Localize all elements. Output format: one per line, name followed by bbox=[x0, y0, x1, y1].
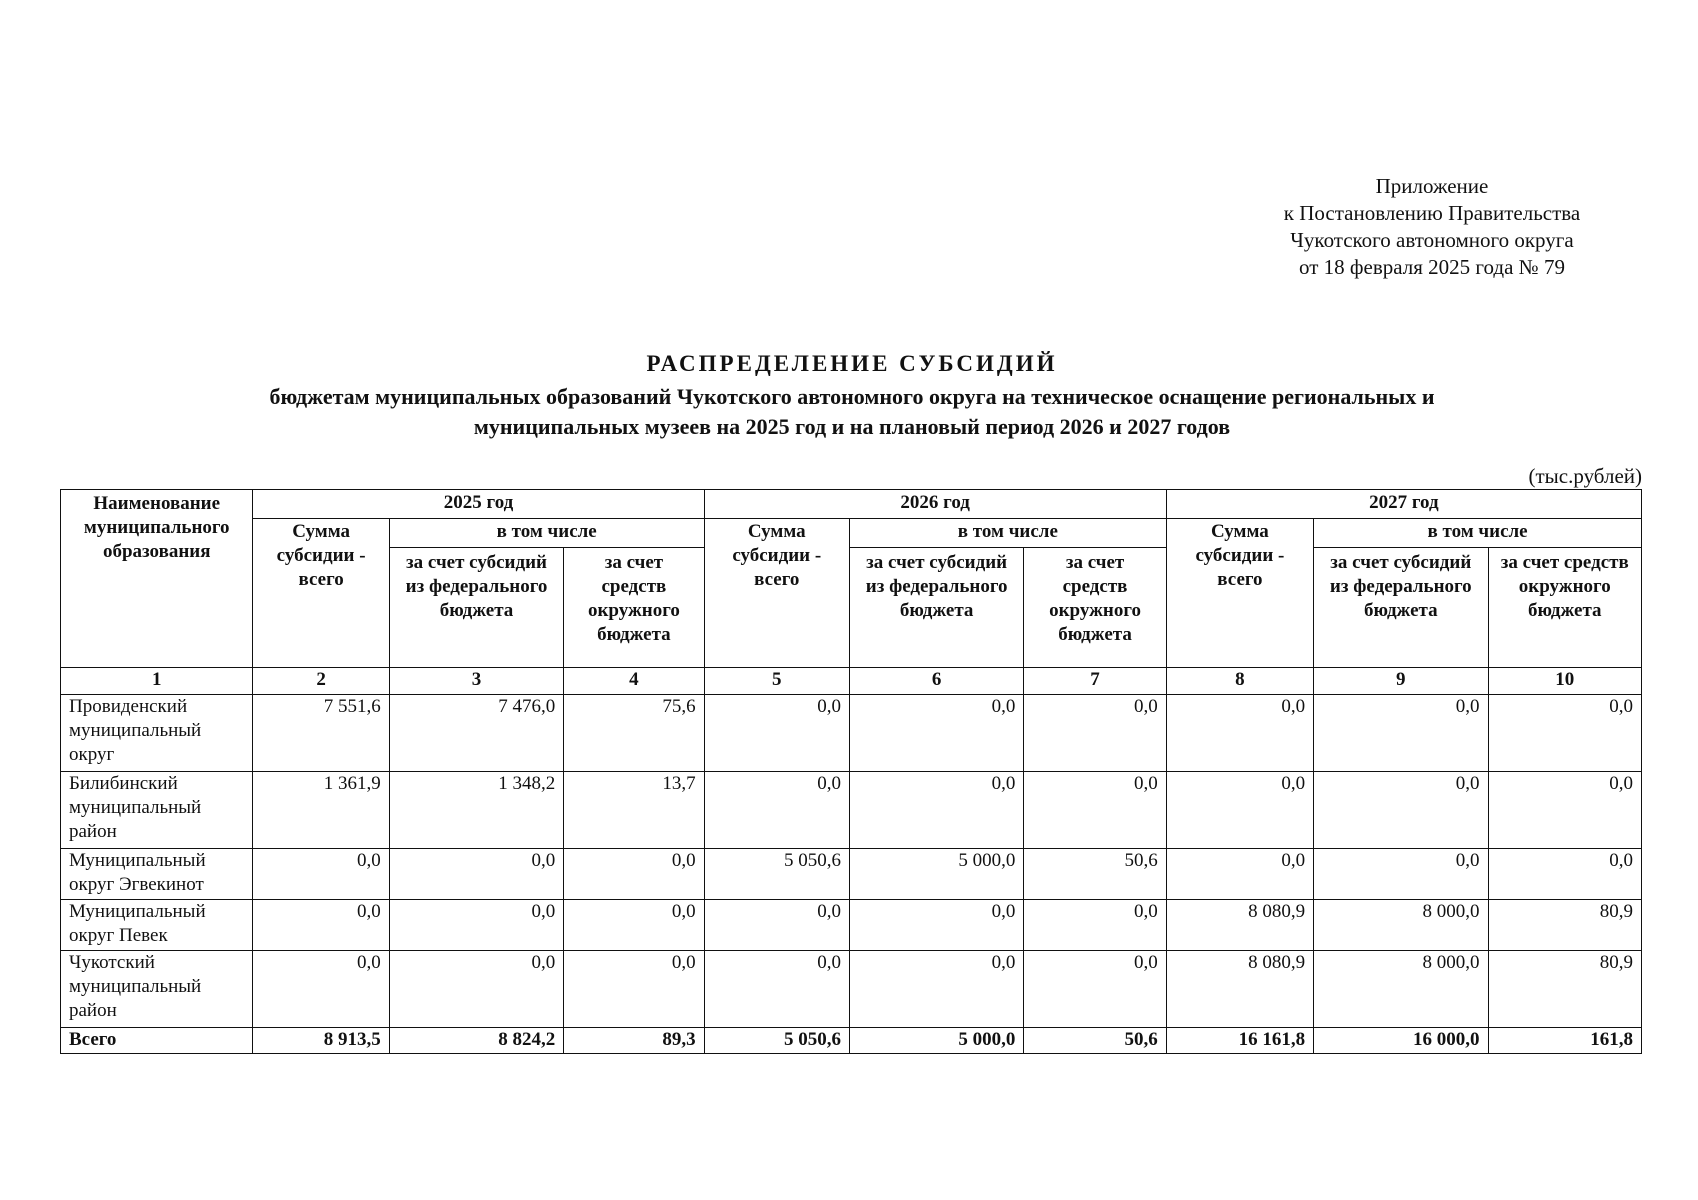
value-cell: 0,0 bbox=[564, 951, 704, 1028]
value-cell: 8 080,9 bbox=[1166, 951, 1313, 1028]
value-cell: 0,0 bbox=[704, 772, 849, 849]
value-cell: 0,0 bbox=[849, 900, 1023, 951]
value-cell: 0,0 bbox=[1166, 772, 1313, 849]
value-cell: 0,0 bbox=[704, 695, 849, 772]
total-value-cell: 8 824,2 bbox=[389, 1028, 563, 1054]
value-cell: 0,0 bbox=[253, 900, 389, 951]
header-including: в том числе bbox=[389, 519, 704, 548]
column-number: 6 bbox=[849, 668, 1023, 695]
appendix-line: Чукотского автономного округа bbox=[1290, 228, 1574, 252]
value-cell: 7 551,6 bbox=[253, 695, 389, 772]
total-value-cell: 89,3 bbox=[564, 1028, 704, 1054]
value-cell: 0,0 bbox=[849, 695, 1023, 772]
total-value-cell: 50,6 bbox=[1024, 1028, 1166, 1054]
column-number: 10 bbox=[1488, 668, 1641, 695]
total-value-cell: 5 000,0 bbox=[849, 1028, 1023, 1054]
header-including: в том числе bbox=[1314, 519, 1642, 548]
appendix-line: от 18 февраля 2025 года № 79 bbox=[1299, 255, 1565, 279]
value-cell: 0,0 bbox=[389, 951, 563, 1028]
table-row bbox=[61, 849, 1642, 900]
document-title: РАСПРЕДЕЛЕНИЕ СУБСИДИЙ bbox=[646, 351, 1058, 376]
document-subtitle bbox=[60, 382, 1644, 442]
value-cell: 7 476,0 bbox=[389, 695, 563, 772]
total-value-cell: 5 050,6 bbox=[704, 1028, 849, 1054]
value-cell: 0,0 bbox=[704, 900, 849, 951]
value-cell: 50,6 bbox=[1024, 849, 1166, 900]
header-year-2026: 2026 год bbox=[704, 490, 1166, 519]
units-label: (тыс.рублей) bbox=[1528, 464, 1642, 488]
header-year-2025: 2025 год bbox=[253, 490, 704, 519]
value-cell: 80,9 bbox=[1488, 951, 1641, 1028]
value-cell: 0,0 bbox=[1024, 900, 1166, 951]
column-number: 4 bbox=[564, 668, 704, 695]
column-number: 3 bbox=[389, 668, 563, 695]
value-cell: 0,0 bbox=[849, 772, 1023, 849]
value-cell: 0,0 bbox=[253, 951, 389, 1028]
value-cell: 0,0 bbox=[704, 951, 849, 1028]
value-cell: 0,0 bbox=[849, 951, 1023, 1028]
value-cell: 0,0 bbox=[564, 849, 704, 900]
value-cell: 0,0 bbox=[1166, 695, 1313, 772]
value-cell: 0,0 bbox=[1024, 772, 1166, 849]
total-value-cell: 16 000,0 bbox=[1314, 1028, 1488, 1054]
appendix-block bbox=[1196, 173, 1668, 281]
municipality-name: Муниципальный округ Эгвекинот bbox=[61, 849, 253, 900]
header-district: за счет средств окружного бюджета bbox=[1488, 548, 1641, 668]
header-name: Наименование муниципального образования bbox=[61, 490, 253, 668]
table-row bbox=[61, 900, 1642, 951]
value-cell: 0,0 bbox=[1488, 695, 1641, 772]
subtitle-line: муниципальных музеев на 2025 год и на плановый период 2026 и 2027 годов bbox=[473, 414, 1231, 439]
value-cell: 0,0 bbox=[1488, 772, 1641, 849]
value-cell: 0,0 bbox=[1488, 849, 1641, 900]
total-label: Всего bbox=[61, 1028, 253, 1054]
total-value-cell: 161,8 bbox=[1488, 1028, 1641, 1054]
total-row bbox=[61, 1028, 1642, 1054]
column-number: 2 bbox=[253, 668, 389, 695]
total-value-cell: 16 161,8 bbox=[1166, 1028, 1313, 1054]
value-cell: 0,0 bbox=[1314, 772, 1488, 849]
value-cell: 5 050,6 bbox=[704, 849, 849, 900]
column-number: 1 bbox=[61, 668, 253, 695]
column-number: 5 bbox=[704, 668, 849, 695]
value-cell: 1 361,9 bbox=[253, 772, 389, 849]
value-cell: 0,0 bbox=[1024, 951, 1166, 1028]
municipality-name: Билибинский муниципальный район bbox=[61, 772, 253, 849]
total-value-cell: 8 913,5 bbox=[253, 1028, 389, 1054]
column-number-row bbox=[61, 668, 1642, 695]
header-federal: за счет субсидий из федерального бюджета bbox=[389, 548, 563, 668]
header-district: за счет средств окружного бюджета bbox=[564, 548, 704, 668]
column-number: 8 bbox=[1166, 668, 1313, 695]
value-cell: 1 348,2 bbox=[389, 772, 563, 849]
table-row bbox=[61, 772, 1642, 849]
column-number: 9 bbox=[1314, 668, 1488, 695]
appendix-line: Приложение bbox=[1375, 174, 1489, 198]
municipality-name: Чукотский муниципальный район bbox=[61, 951, 253, 1028]
table-row bbox=[61, 695, 1642, 772]
value-cell: 8 080,9 bbox=[1166, 900, 1313, 951]
subtitle-line: бюджетам муниципальных образований Чукотского автономного округа на техническое оснащение региональных и bbox=[269, 384, 1435, 409]
value-cell: 8 000,0 bbox=[1314, 900, 1488, 951]
value-cell: 8 000,0 bbox=[1314, 951, 1488, 1028]
header-sum-total: Сумма субсидии - всего bbox=[704, 519, 849, 668]
value-cell: 0,0 bbox=[564, 900, 704, 951]
header-federal: за счет субсидий из федерального бюджета bbox=[849, 548, 1023, 668]
value-cell: 0,0 bbox=[1024, 695, 1166, 772]
header-district: за счет средств окружного бюджета bbox=[1024, 548, 1166, 668]
table-row bbox=[61, 951, 1642, 1028]
header-sum-total: Сумма субсидии - всего bbox=[253, 519, 389, 668]
header-federal: за счет субсидий из федерального бюджета bbox=[1314, 548, 1488, 668]
value-cell: 0,0 bbox=[1314, 695, 1488, 772]
value-cell: 0,0 bbox=[1166, 849, 1313, 900]
value-cell: 0,0 bbox=[1314, 849, 1488, 900]
value-cell: 13,7 bbox=[564, 772, 704, 849]
municipality-name: Провиденский муниципальный округ bbox=[61, 695, 253, 772]
header-sum-total: Сумма субсидии - всего bbox=[1166, 519, 1313, 668]
municipality-name: Муниципальный округ Певек bbox=[61, 900, 253, 951]
value-cell: 5 000,0 bbox=[849, 849, 1023, 900]
value-cell: 0,0 bbox=[389, 900, 563, 951]
value-cell: 0,0 bbox=[389, 849, 563, 900]
subsidy-table bbox=[60, 489, 1642, 1054]
appendix-line: к Постановлению Правительства bbox=[1283, 201, 1581, 225]
header-including: в том числе bbox=[849, 519, 1166, 548]
value-cell: 75,6 bbox=[564, 695, 704, 772]
header-year-2027: 2027 год bbox=[1166, 490, 1641, 519]
value-cell: 0,0 bbox=[253, 849, 389, 900]
column-number: 7 bbox=[1024, 668, 1166, 695]
value-cell: 80,9 bbox=[1488, 900, 1641, 951]
